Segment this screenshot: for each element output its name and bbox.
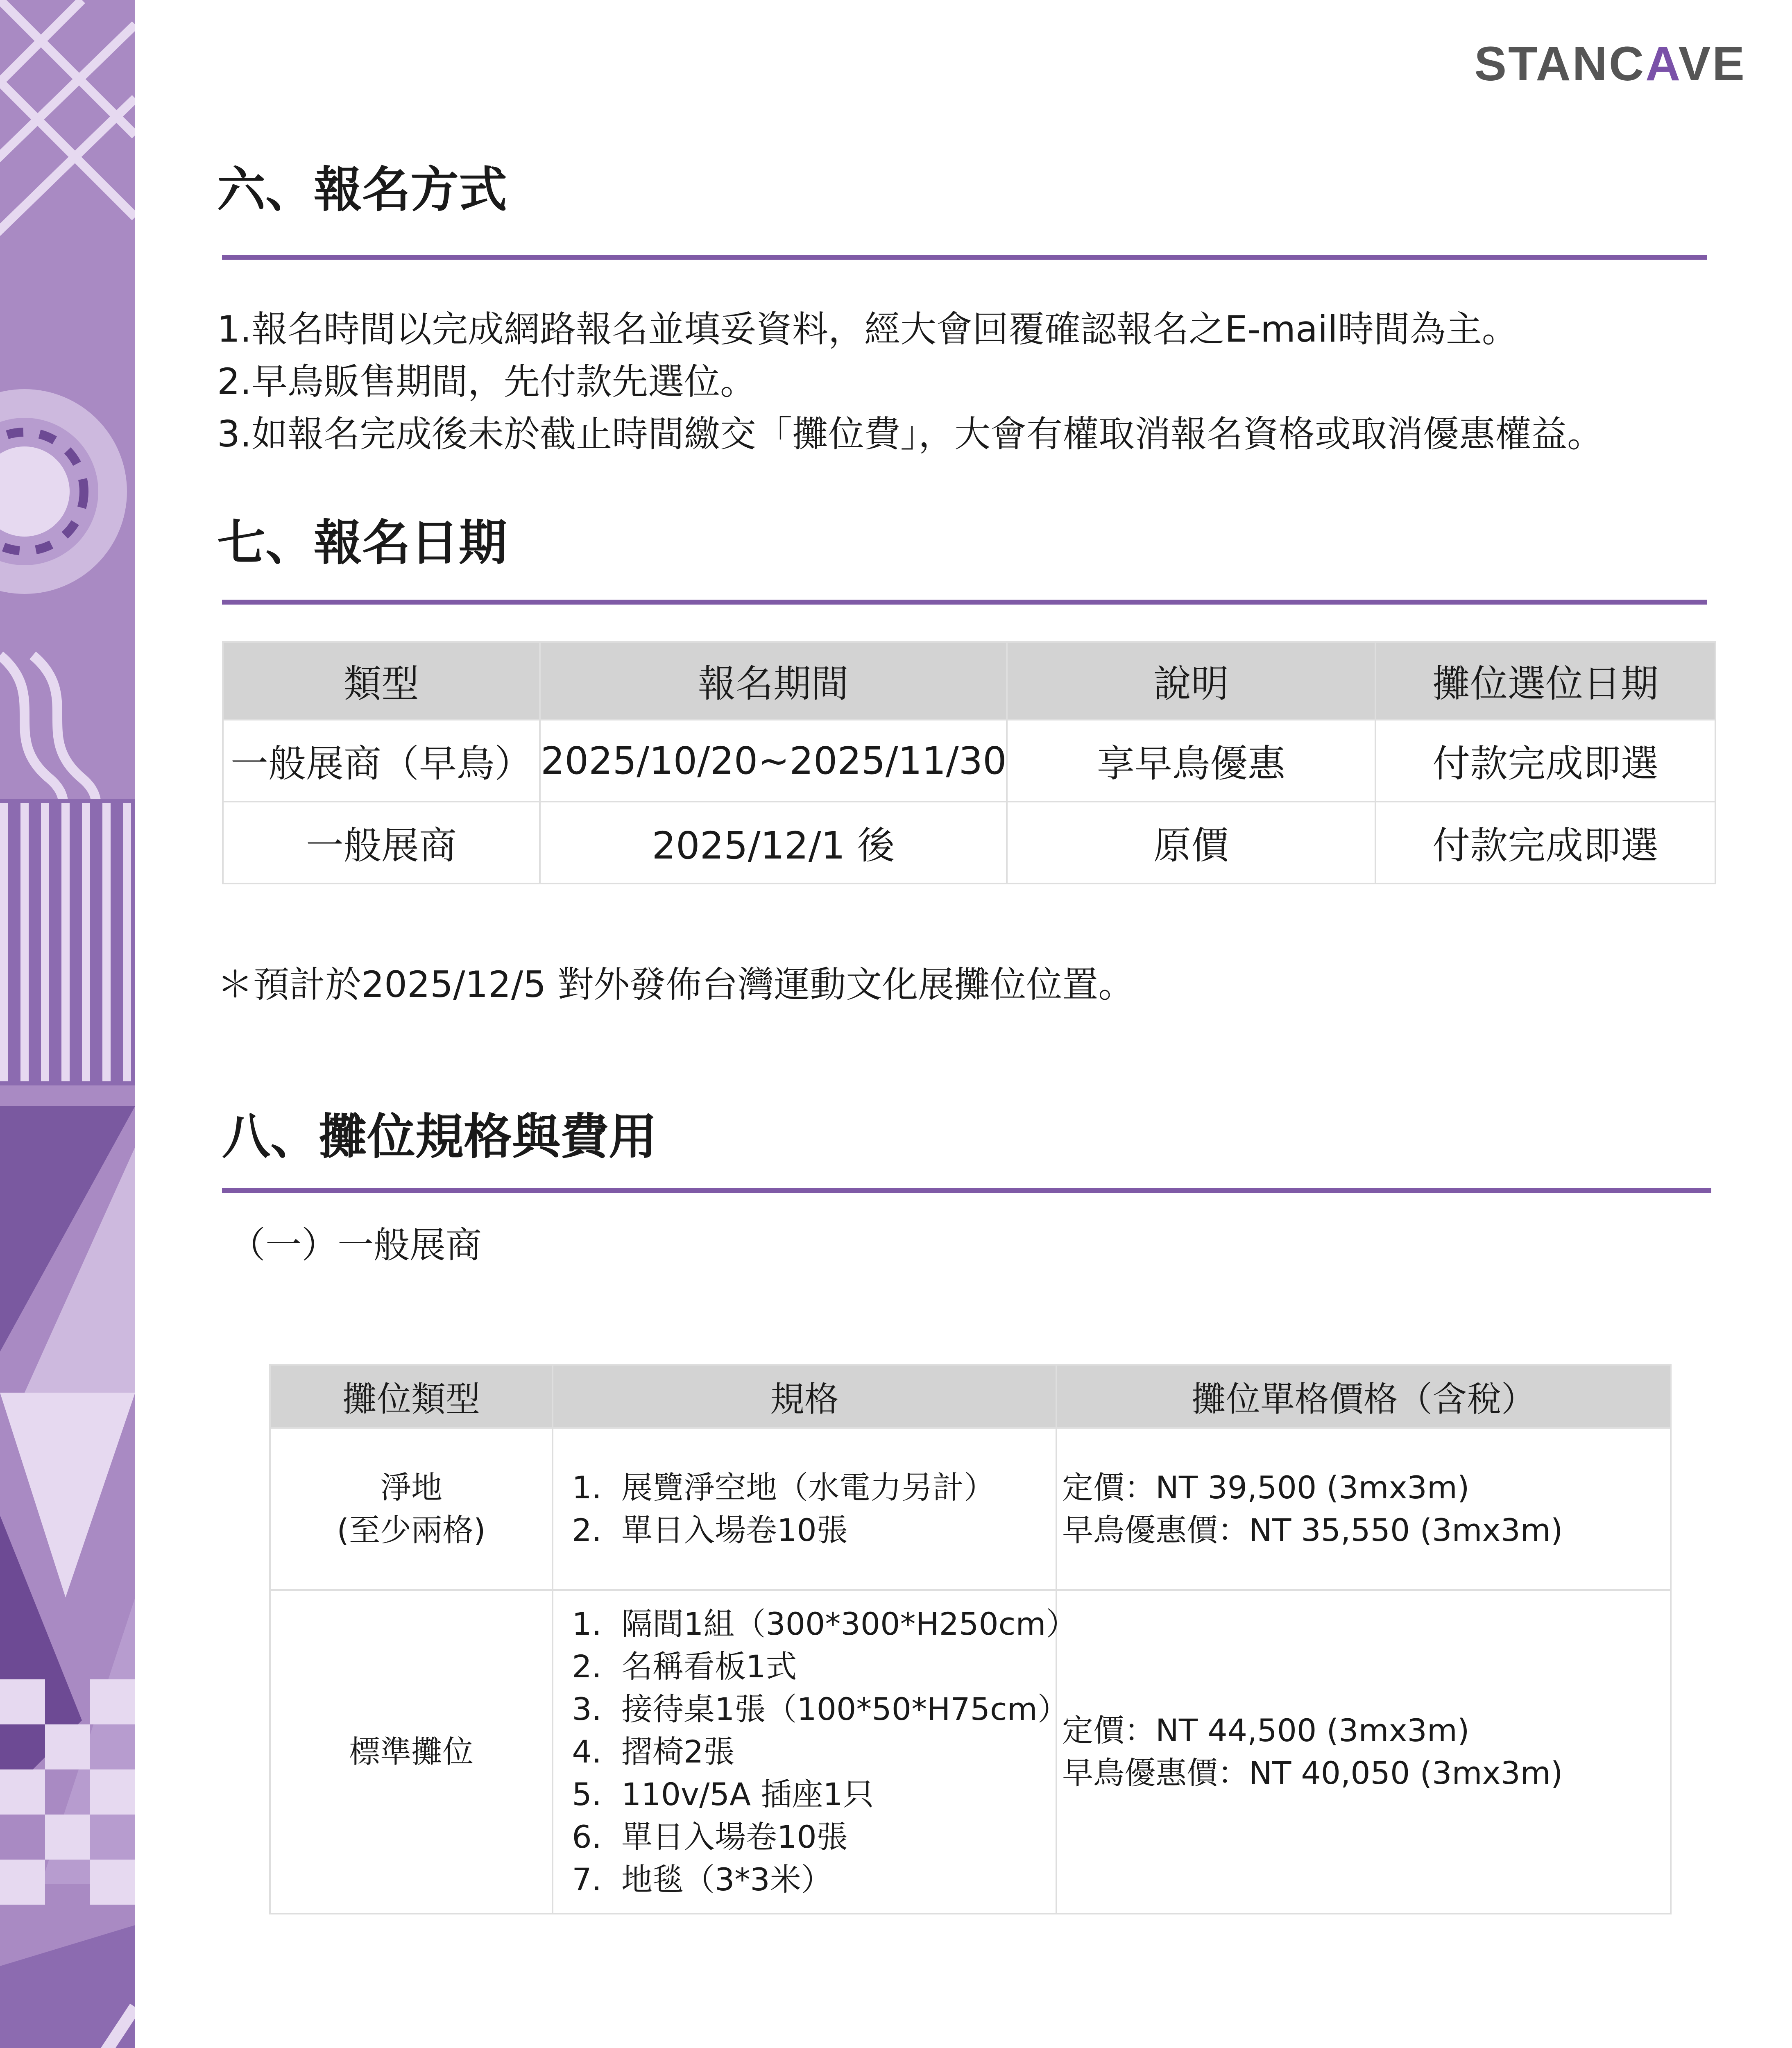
booth-pricing-table: [269, 1364, 1672, 1914]
price-early-bird: 早鳥優惠價：NT 35,550 (3mx3m): [1062, 1512, 1563, 1548]
cell-selection-date: 付款完成即選: [1375, 720, 1715, 802]
header-period: 報名期間: [540, 642, 1007, 720]
price-early-bird: 早鳥優惠價：NT 40,050 (3mx3m): [1062, 1755, 1563, 1791]
table-row: [270, 1590, 1671, 1914]
spec-item: 5. 110v/5A 插座1只: [612, 1773, 1056, 1816]
spec-item: 4. 摺椅2張: [612, 1731, 1056, 1773]
section7-title: 七、報名日期: [217, 514, 507, 571]
header-specs: 規格: [553, 1365, 1056, 1428]
spec-item: 3. 接待桌1張（100*50*H75cm）: [612, 1688, 1056, 1731]
booth-type-line1: 標準攤位: [349, 1733, 473, 1770]
price-regular: 定價：NT 44,500 (3mx3m): [1062, 1712, 1470, 1749]
cell-selection-date: 付款完成即選: [1375, 802, 1715, 884]
booth-type-line1: 淨地: [380, 1469, 442, 1506]
section7-note: ＊預計於2025/12/5 對外發佈台灣運動文化展攤位位置。: [217, 963, 1135, 1006]
table-row: [223, 720, 1715, 802]
spec-item: 2. 單日入場卷10張: [612, 1509, 1056, 1552]
cell-description: 原價: [1007, 802, 1375, 884]
table-header-row: [270, 1365, 1671, 1428]
spec-item: 7. 地毯（3*3米）: [612, 1858, 1056, 1901]
cell-price: [1056, 1428, 1671, 1590]
price-regular: 定價：NT 39,500 (3mx3m): [1062, 1469, 1470, 1506]
section7-divider: [222, 600, 1707, 605]
cell-specs: [553, 1590, 1077, 1914]
booth-type-line2: (至少兩格): [337, 1512, 486, 1548]
spec-item: 2. 名稱看板1式: [612, 1645, 1056, 1688]
spec-item: 6. 單日入場卷10張: [612, 1816, 1056, 1858]
spec-item: 1. 展覽淨空地（水電力另計）: [612, 1466, 1056, 1509]
header-booth-type: 攤位類型: [270, 1365, 553, 1428]
table-row: [223, 802, 1715, 884]
section6-item-2: 2.早鳥販售期間，先付款先選位。: [217, 360, 756, 403]
cell-type: 一般展商（早鳥）: [223, 720, 540, 802]
registration-dates-table: [222, 641, 1716, 884]
table-header-row: [223, 642, 1715, 720]
sidebar-pattern-graphic: [0, 0, 135, 2048]
cell-price: [1056, 1590, 1671, 1914]
section6-divider: [222, 255, 1707, 260]
section6-item-3: 3.如報名完成後未於截止時間繳交「攤位費」，大會有權取消報名資格或取消優惠權益。: [217, 413, 1603, 455]
spec-item: 1. 隔間1組（300*300*H250cm）: [612, 1603, 1056, 1645]
cell-period: 2025/12/1 後: [540, 802, 1007, 884]
cell-type: 一般展商: [223, 802, 540, 884]
section6-item-1: 1.報名時間以完成網路報名並填妥資料，經大會回覆確認報名之E-mail時間為主。: [217, 308, 1518, 350]
section8-divider: [222, 1188, 1711, 1193]
cell-period: 2025/10/20~2025/11/30: [540, 720, 1007, 802]
header-booth-selection-date: 攤位選位日期: [1375, 642, 1715, 720]
section6-title: 六、報名方式: [217, 161, 507, 218]
cell-booth-type: [270, 1590, 553, 1914]
header-type: 類型: [223, 642, 540, 720]
cell-booth-type: [270, 1428, 553, 1590]
decorative-sidebar: [0, 0, 135, 2048]
brand-logo: STANCAVE: [1474, 37, 1746, 91]
section8-title: 八、攤位規格與費用: [222, 1108, 657, 1165]
cell-description: 享早鳥優惠: [1007, 720, 1375, 802]
header-description: 說明: [1007, 642, 1375, 720]
cell-specs: [553, 1428, 1056, 1590]
header-price: 攤位單格價格（含稅）: [1056, 1365, 1671, 1428]
section8-subtitle: （一）一般展商: [229, 1224, 482, 1266]
table-row: [270, 1428, 1671, 1590]
